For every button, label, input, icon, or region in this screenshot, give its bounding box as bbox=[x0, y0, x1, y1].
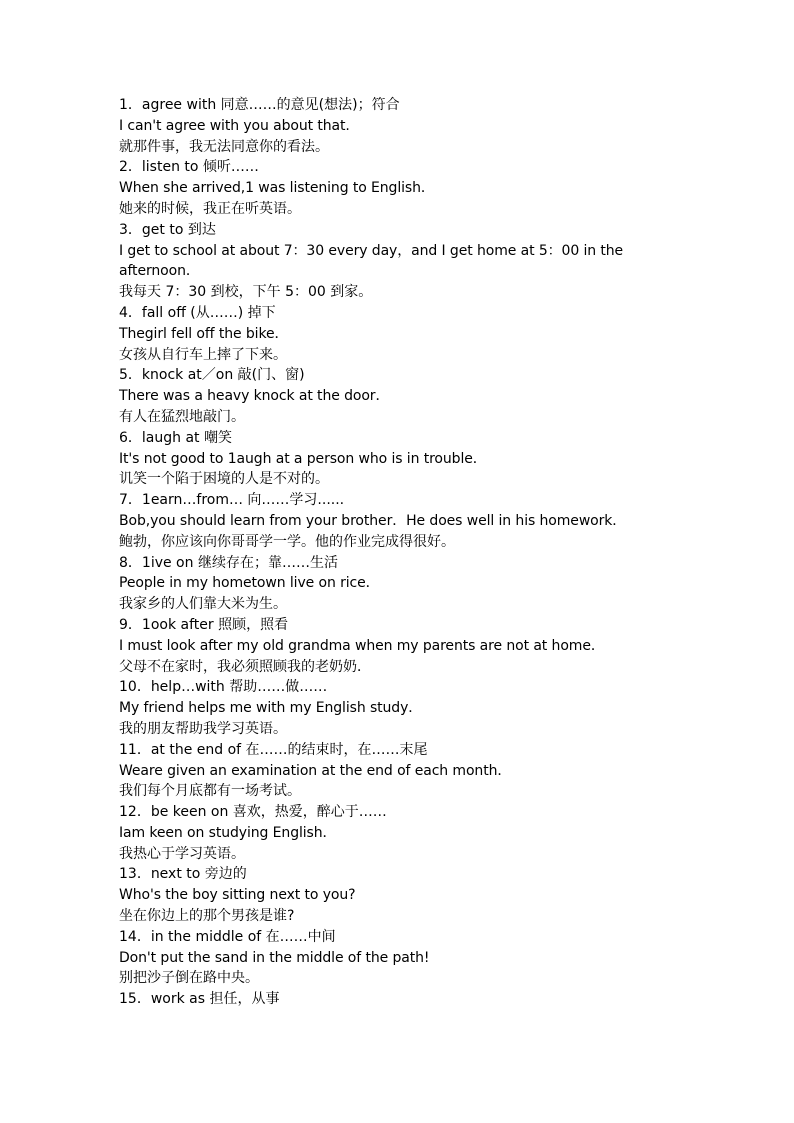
phrase-heading: 11．at the end of 在……的结束时，在……末尾 bbox=[119, 741, 428, 758]
translation: 她来的时候，我正在听英语。 bbox=[119, 200, 301, 217]
example-sentence: There was a heavy knock at the door． bbox=[119, 388, 390, 405]
example-sentence: Who's the boy sitting next to you? bbox=[119, 887, 356, 904]
phrase-heading: 9．1ook after 照顾，照看 bbox=[119, 616, 289, 633]
phrase-heading: 7．1earn…from… 向……学习...... bbox=[119, 492, 345, 509]
phrase-heading: 13．next to 旁边的 bbox=[119, 866, 247, 883]
translation: 我热心于学习英语。 bbox=[119, 845, 245, 862]
phrase-heading: 14．in the middle of 在……中间 bbox=[119, 928, 336, 945]
example-sentence: Bob,you should learn from your brother．He does well in his homework． bbox=[119, 512, 627, 529]
example-sentence: I get to school at about 7：30 every day，and I get home at 5：00 in the afternoon． bbox=[119, 242, 624, 280]
translation: 我每天 7：30 到校，下午 5：00 到家。 bbox=[119, 284, 373, 301]
phrase-heading: 4．fall off (从……) 掉下 bbox=[119, 304, 276, 321]
translation: 就那件事，我无法同意你的看法。 bbox=[119, 138, 329, 155]
translation: 有人在猛烈地敲门。 bbox=[119, 408, 245, 425]
translation: 我家乡的人们靠大米为生。 bbox=[119, 596, 287, 613]
example-sentence: I can't agree with you about that. bbox=[119, 117, 350, 134]
translation: 我们每个月底都有一场考试。 bbox=[119, 783, 301, 800]
phrase-heading: 10．help…with 帮助……做…… bbox=[119, 679, 328, 696]
example-sentence: Don't put the sand in the middle of the path! bbox=[119, 949, 430, 966]
example-sentence: I must look after my old grandma when my parents are not at home． bbox=[119, 637, 605, 654]
phrase-heading: 5．knock at／on 敲(门、窗) bbox=[119, 367, 305, 384]
phrase-heading: 1．agree with 同意……的意见(想法)；符合 bbox=[119, 97, 400, 113]
example-sentence: Weare given an examination at the end of each month． bbox=[119, 762, 512, 779]
example-sentence: Thegirl fell off the bike． bbox=[119, 325, 289, 342]
translation: 我的朋友帮助我学习英语。 bbox=[119, 720, 287, 737]
phrase-list bbox=[119, 95, 639, 1010]
phrase-heading: 15．work as 担任，从事 bbox=[119, 991, 280, 1008]
phrase-heading: 12．be keen on 喜欢，热爱，醉心于…… bbox=[119, 804, 387, 821]
example-sentence: When she arrived,1 was listening to English． bbox=[119, 180, 435, 197]
phrase-heading: 3．get to 到达 bbox=[119, 221, 216, 238]
phrase-heading: 6．laugh at 嘲笑 bbox=[119, 429, 232, 446]
translation: 女孩从自行车上摔了下来。 bbox=[119, 346, 287, 363]
translation: 鲍勃，你应该向你哥哥学一学。他的作业完成得很好。 bbox=[119, 533, 455, 550]
example-sentence: My friend helps me with my English study． bbox=[119, 700, 423, 717]
translation: 坐在你边上的那个男孩是谁? bbox=[119, 908, 295, 925]
translation: 别把沙子倒在路中央。 bbox=[119, 970, 259, 987]
translation: 父母不在家时，我必须照顾我的老奶奶． bbox=[119, 658, 371, 675]
phrase-heading: 2．listen to 倾听…… bbox=[119, 159, 259, 176]
example-sentence: People in my hometown live on rice． bbox=[119, 575, 380, 592]
translation: 讥笑一个陷于困境的人是不对的。 bbox=[119, 471, 329, 488]
example-sentence: Iam keen on studying English． bbox=[119, 824, 337, 841]
example-sentence: It's not good to 1augh at a person who is in trouble． bbox=[119, 450, 487, 467]
phrase-heading: 8．1ive on 继续存在；靠……生活 bbox=[119, 554, 338, 571]
